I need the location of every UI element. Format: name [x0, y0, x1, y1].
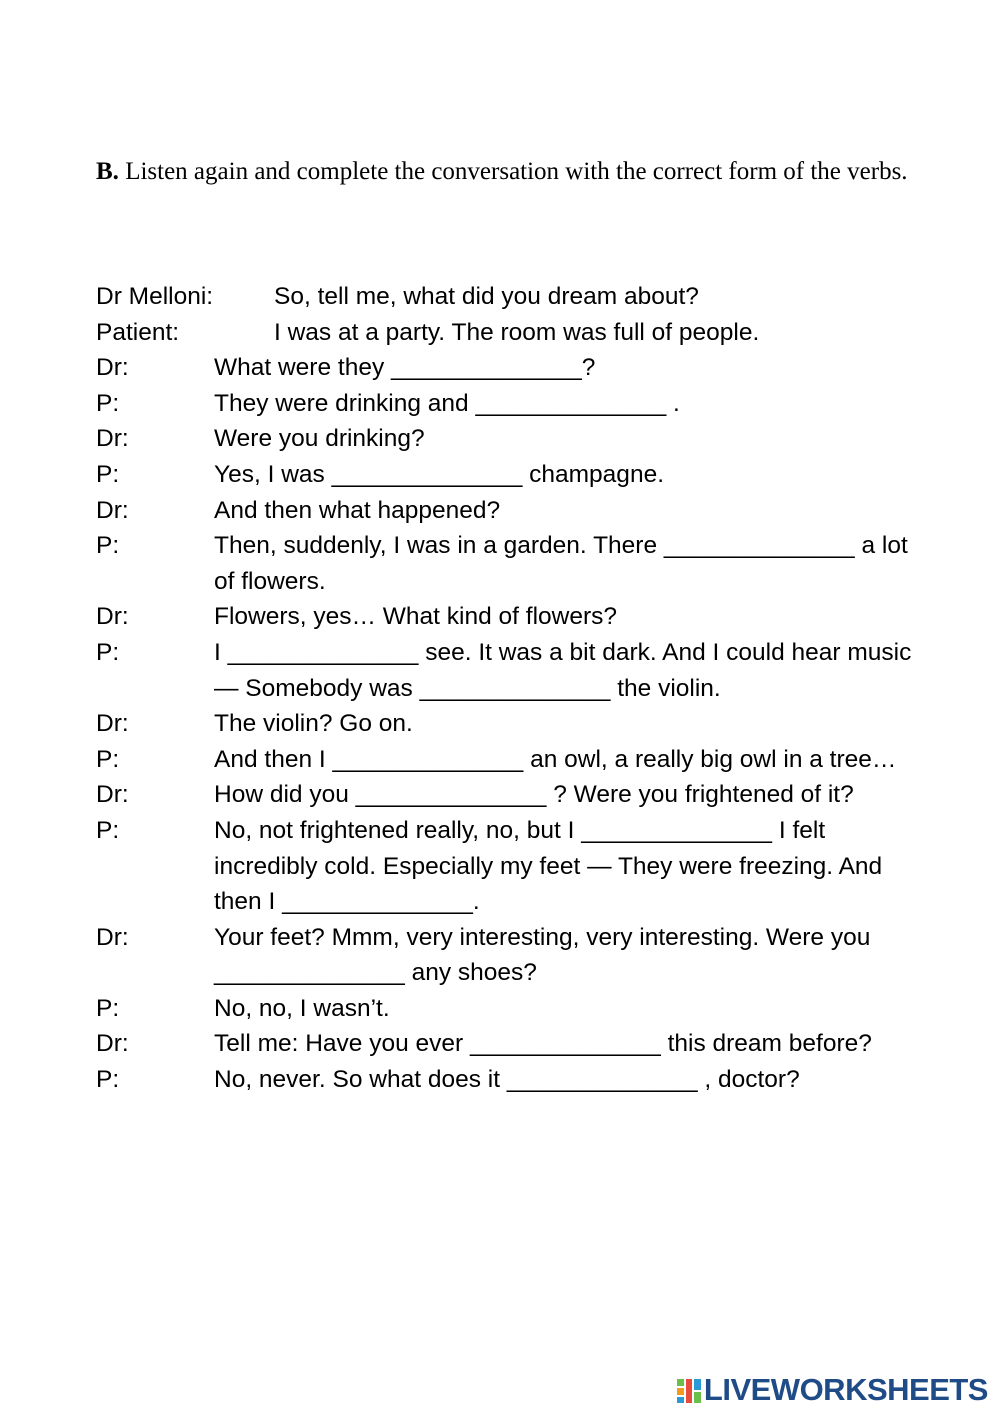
- instruction-label: B.: [96, 158, 119, 185]
- dialogue-line: [96, 386, 916, 422]
- dialogue-segment: No, never. So what does it: [214, 1066, 507, 1094]
- dialogue-segment: an owl, a really big owl in a tree…: [523, 745, 897, 773]
- dialogue-segment: Tell me: Have you ever: [214, 1030, 470, 1058]
- dialogue-line: [96, 1026, 916, 1062]
- answer-blank[interactable]: ______________: [581, 816, 773, 844]
- speaker-label: Dr:: [96, 1030, 129, 1058]
- speaker-label: Dr:: [96, 923, 129, 951]
- dialogue-segment: champagne.: [522, 460, 664, 488]
- answer-blank[interactable]: ______________: [227, 638, 419, 666]
- dialogue-segment: see. It was a bit dark. And I could hear music — Somebody was: [214, 638, 912, 702]
- speaker-label: Dr:: [96, 496, 129, 524]
- speaker-label: Dr:: [96, 710, 129, 738]
- dialogue-segment: this dream before?: [660, 1030, 872, 1058]
- dialogue-segment: Your feet? Mmm, very interesting, very interesting. Were you: [214, 923, 871, 951]
- dialogue-text: [214, 706, 916, 742]
- dialogue-segment: I was at a party. The room was full of people.: [274, 318, 760, 346]
- dialogue-line: [96, 599, 916, 635]
- answer-blank[interactable]: ______________: [282, 888, 473, 916]
- instruction-text: Listen again and complete the conversation with the correct form of the verbs.: [118, 158, 908, 185]
- dialogue-segment: No, no, I wasn’t.: [214, 994, 390, 1022]
- speaker-label: Dr Melloni:: [96, 283, 214, 310]
- dialogue-line: [96, 920, 916, 991]
- answer-blank[interactable]: ______________: [355, 781, 547, 809]
- dialogue-text: [214, 1026, 916, 1062]
- speaker-label: P:: [96, 460, 120, 488]
- dialogue-text: [214, 599, 916, 635]
- answer-blank[interactable]: ______________: [663, 532, 855, 560]
- dialogue-segment: Were you drinking?: [214, 425, 425, 453]
- answer-blank[interactable]: ______________: [475, 389, 667, 417]
- dialogue-line: [96, 350, 916, 386]
- dialogue-line: [96, 991, 916, 1027]
- answer-blank[interactable]: ______________: [332, 745, 524, 773]
- dialogue-text: [274, 315, 916, 351]
- dialogue-text: [214, 635, 916, 706]
- dialogue: [96, 279, 916, 1098]
- dialogue-segment: The violin? Go on.: [214, 710, 413, 738]
- dialogue-segment: And then I: [214, 745, 333, 773]
- liveworksheets-logo-icon: [676, 1376, 702, 1404]
- speaker-label: P:: [96, 638, 120, 666]
- dialogue-line: [96, 493, 916, 529]
- dialogue-text: [214, 1062, 916, 1098]
- dialogue-text: [214, 457, 916, 493]
- dialogue-line: [96, 777, 916, 813]
- dialogue-text: [214, 386, 916, 422]
- answer-blank[interactable]: ______________: [419, 674, 611, 702]
- dialogue-segment: So, tell me, what did you dream about?: [274, 283, 699, 310]
- dialogue-segment: Flowers, yes… What kind of flowers?: [214, 603, 618, 631]
- answer-blank[interactable]: ______________: [470, 1030, 661, 1058]
- dialogue-line: [96, 635, 916, 706]
- dialogue-line: [96, 1062, 916, 1098]
- answer-blank[interactable]: ______________: [391, 354, 582, 382]
- answer-blank[interactable]: ______________: [331, 460, 523, 488]
- dialogue-segment: I: [214, 638, 228, 666]
- dialogue-line: [96, 457, 916, 493]
- answer-blank[interactable]: ______________: [214, 959, 405, 987]
- speaker-label: Dr:: [96, 603, 129, 631]
- dialogue-line: [96, 421, 916, 457]
- instruction: [96, 156, 916, 188]
- speaker-label: P:: [96, 389, 120, 417]
- dialogue-text: [214, 421, 916, 457]
- speaker-label: P:: [96, 816, 120, 844]
- dialogue-line: [96, 279, 916, 315]
- dialogue-segment: a lot of flowers.: [214, 532, 908, 595]
- liveworksheets-logo: [676, 1370, 988, 1410]
- dialogue-segment: , doctor?: [697, 1066, 800, 1094]
- dialogue-line: [96, 813, 916, 920]
- speaker-label: Dr:: [96, 781, 129, 809]
- dialogue-segment: Yes, I was: [214, 460, 332, 488]
- dialogue-text: [214, 528, 916, 599]
- speaker-label: Patient:: [96, 318, 180, 346]
- dialogue-segment: any shoes?: [404, 959, 537, 987]
- dialogue-line: [96, 315, 916, 351]
- speaker-label: P:: [96, 532, 120, 560]
- dialogue-segment: I felt incredibly cold. Especially my feet — They were freezing. And then I: [214, 816, 883, 916]
- speaker-label: P:: [96, 1066, 120, 1094]
- dialogue-text: [214, 742, 916, 778]
- speaker-label: P:: [96, 745, 120, 773]
- dialogue-segment: .: [472, 888, 480, 916]
- dialogue-segment: the violin.: [610, 674, 721, 702]
- dialogue-segment: And then what happened?: [214, 496, 501, 524]
- answer-blank[interactable]: ______________: [506, 1066, 698, 1094]
- dialogue-line: [96, 528, 916, 599]
- speaker-label: Dr:: [96, 354, 129, 382]
- dialogue-segment: No, not frightened really, no, but I: [214, 816, 582, 844]
- speaker-label: Dr:: [96, 425, 129, 453]
- dialogue-segment: They were drinking and: [214, 389, 476, 417]
- dialogue-line: [96, 742, 916, 778]
- dialogue-segment: What were they: [214, 354, 392, 382]
- dialogue-segment: .: [666, 389, 680, 417]
- dialogue-text: [274, 279, 916, 315]
- dialogue-text: [214, 991, 916, 1027]
- dialogue-text: [214, 350, 916, 386]
- dialogue-text: [214, 813, 916, 920]
- dialogue-segment: ?: [581, 354, 596, 382]
- dialogue-text: [214, 777, 916, 813]
- speaker-label: P:: [96, 994, 120, 1022]
- dialogue-segment: ? Were you frightened of it?: [546, 781, 854, 809]
- dialogue-segment: Then, suddenly, I was in a garden. There: [214, 532, 664, 560]
- logo-text: LIVEWORKSHEETS: [703, 1372, 988, 1407]
- dialogue-text: [214, 920, 916, 991]
- dialogue-segment: How did you: [214, 781, 356, 809]
- dialogue-line: [96, 706, 916, 742]
- dialogue-text: [214, 493, 916, 529]
